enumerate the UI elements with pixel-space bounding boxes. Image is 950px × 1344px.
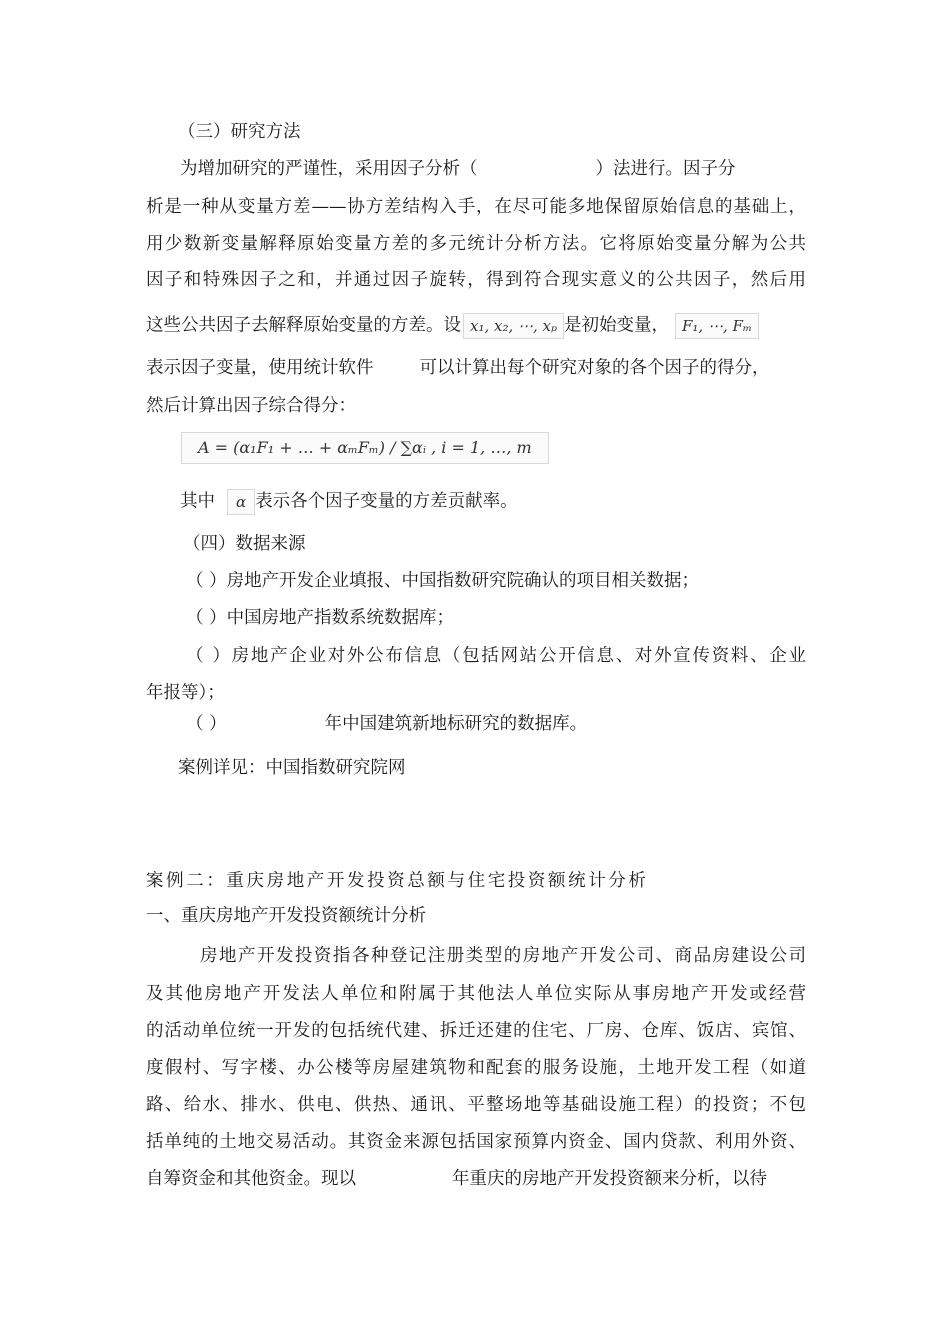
section-3-heading: （三）研究方法 [178, 122, 301, 142]
paragraph-line [146, 356, 770, 380]
paragraph-line: 的活动单位统一开发的包括统代建、拆迁还建的住宅、厂房、仓库、饭店、宾馆、 [146, 1021, 806, 1041]
alpha-symbol-image: α [227, 489, 255, 515]
list-item-continuation: 年报等）； [146, 683, 225, 703]
paragraph-line: 析是一种从变量方差——协方差结构入手，在尽可能多地保留原始信息的基础上， [146, 197, 806, 217]
text-segment: 表示因子变量，使用统计软件 [146, 358, 374, 378]
paragraph-line: 及其他房地产开发法人单位和附属于其他法人单位实际从事房地产开发或经营 [146, 984, 806, 1004]
case-2-title: 案例二：重庆房地产开发投资总额与住宅投资额统计分析 [146, 871, 649, 891]
text-segment: （ ） [186, 714, 227, 734]
list-item: （ ）房地产企业对外公布信息（包括网站公开信息、对外宣传资料、企业 [186, 646, 806, 666]
text-segment: 年重庆的房地产开发投资额来分析，以待 [452, 1169, 767, 1189]
list-item: （ ）中国房地产指数系统数据库； [186, 608, 455, 628]
paragraph-line [180, 489, 518, 515]
paragraph-line [180, 157, 736, 181]
text-segment: 自筹资金和其他资金。现以 [146, 1169, 356, 1189]
text-segment: 表示各个因子变量的方差贡献率。 [255, 491, 518, 512]
list-item: （ ）房地产开发企业填报、中国指数研究院确认的项目相关数据； [186, 571, 700, 591]
text-segment: 可以计算出每个研究对象的各个因子的得分， [419, 358, 770, 378]
variables-f-image: F₁, ⋯, Fₘ [675, 313, 759, 339]
composite-score-formula-image: A = (α₁F₁ + … + αₘFₘ) / ∑αᵢ , i = 1, …, m [181, 432, 549, 464]
case-detail-text: 案例详见：中国指数研究院网 [178, 758, 406, 778]
variables-x-image: x₁, x₂, ⋯, xₚ [463, 313, 564, 339]
text-segment: 其中 [180, 491, 215, 512]
paragraph-line: 用少数新变量解释原始变量方差的多元统计分析方法。它将原始变量分解为公共 [146, 234, 806, 254]
formula-line [181, 432, 549, 464]
text-segment: 这些公共因子去解释原始变量的方差。设 [146, 315, 461, 336]
paragraph-line: 然后计算出因子综合得分： [146, 396, 356, 416]
paragraph-line [146, 313, 759, 339]
section-4-heading: （四）数据来源 [183, 534, 306, 554]
text-segment: 年中国建筑新地标研究的数据库。 [324, 714, 588, 734]
paragraph-line: 度假村、写字楼、办公楼等房屋建筑物和配套的服务设施，土地开发工程（如道 [146, 1058, 806, 1078]
paragraph-line: 路、给水、排水、供电、供热、通讯、平整场地等基础设施工程）的投资；不包 [146, 1095, 806, 1115]
text-segment: 为增加研究的严谨性，采用因子分析（ [180, 159, 478, 179]
subsection-heading: 一、重庆房地产开发投资额统计分析 [146, 906, 426, 926]
paragraph-line [146, 1167, 767, 1191]
text-segment: 是初始变量， [564, 315, 670, 336]
paragraph-line: 括单纯的土地交易活动。其资金来源包括国家预算内资金、国内贷款、利用外资、 [146, 1132, 806, 1152]
paragraph-line: 因子和特殊因子之和，并通过因子旋转，得到符合现实意义的公共因子，然后用 [146, 270, 806, 290]
paragraph-line: 房地产开发投资指各种登记注册类型的房地产开发公司、商品房建设公司 [200, 946, 806, 966]
list-item [186, 712, 587, 736]
text-segment: ）法进行。因子分 [595, 159, 736, 179]
